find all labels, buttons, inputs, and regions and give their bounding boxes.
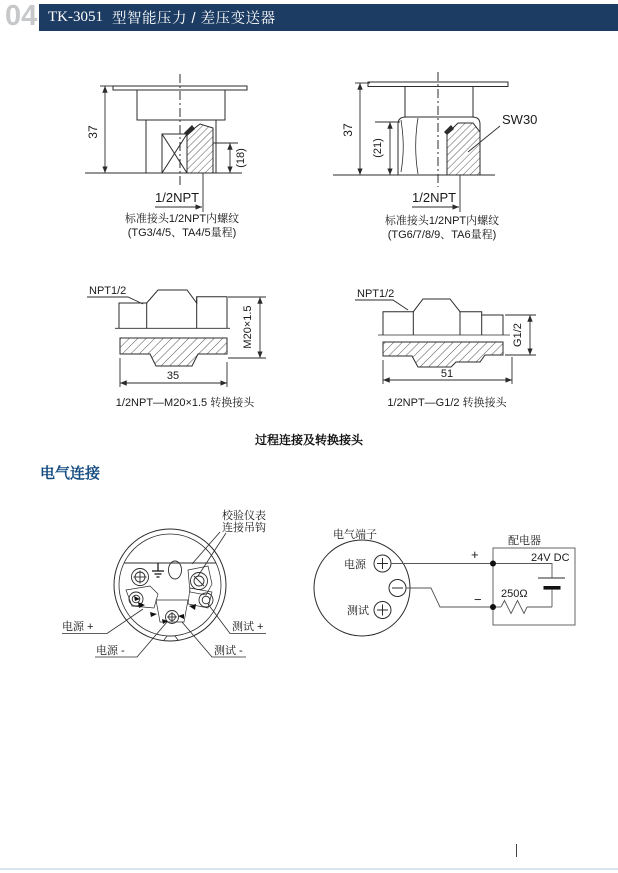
page-number: 04: [5, 0, 38, 32]
dim-length-label: 35: [166, 370, 180, 382]
wrench-size-label: SW30: [502, 112, 538, 127]
battery-symbol: [538, 578, 565, 590]
power-minus-label: 电源 -: [96, 645, 125, 657]
test-plus-label: 测试 +: [232, 621, 264, 633]
plus-sign: +: [471, 547, 479, 562]
footer-line: [0, 868, 618, 870]
resistor-symbol: [501, 601, 527, 614]
test-plus-terminal: [374, 602, 391, 619]
test-minus-label: 测试 -: [214, 645, 243, 657]
terminal-circle: [314, 540, 410, 636]
junction-dot: [490, 604, 496, 610]
dim-height-label: 37: [341, 123, 355, 137]
label-leaders: [62, 532, 266, 657]
dim-height-label: 37: [86, 125, 100, 139]
thread-label: 1/2NPT: [412, 190, 457, 205]
drawing-caption-line2: (TG6/7/8/9、TA6量程): [387, 229, 497, 241]
electrical-section-heading: 电气连接: [40, 465, 101, 482]
test-label: 测试: [347, 605, 369, 617]
wiring-diagram: [300, 500, 600, 680]
drawing-adapter-g12: [330, 270, 550, 420]
thread-label: 1/2NPT: [155, 190, 200, 205]
supply-label: 24V DC: [531, 552, 570, 564]
adapter-outline: [378, 299, 510, 367]
screw-icon: [132, 569, 149, 586]
terminals-label: 电气端子: [333, 529, 377, 541]
distributor-label: 配电器: [508, 535, 541, 547]
drawing-caption-line2: (TG3/4/5、TA4/5量程): [127, 227, 237, 239]
resistor-label: 250Ω: [501, 588, 528, 600]
thread-label: NPT1/2: [357, 288, 395, 300]
dim-thread-label: M20×1.5: [242, 305, 254, 349]
connector-outline: [333, 72, 508, 187]
dim-thread-label: G1/2: [512, 323, 524, 347]
minus-sign: −: [474, 592, 482, 607]
dim-depth-label: (21): [372, 138, 384, 158]
drawing-caption-line1: 标准接头1/2NPT内螺纹: [124, 213, 240, 225]
drawing-standard-connector-large-range: [330, 60, 580, 250]
power-label: 电源: [344, 559, 366, 571]
dim-depth-label: (18): [235, 148, 247, 168]
thread-label: NPT1/2: [89, 285, 127, 297]
drawing-standard-connector-small-range: [70, 60, 300, 250]
adapter-outline: [115, 290, 230, 366]
page-title: 型智能压力 / 差压变送器: [112, 11, 276, 27]
drawing-caption-line1: 标准接头1/2NPT内螺纹: [384, 215, 500, 227]
drawing-caption: 1/2NPT—G1/2 转换接头: [387, 397, 507, 409]
power-plus-label: 电源 +: [62, 621, 94, 633]
housing-outline: [114, 529, 226, 641]
hook-label-line2: 连接吊钩: [222, 522, 266, 534]
process-connection-caption: 过程连接及转换接头: [254, 433, 363, 447]
page-header-bar: [39, 4, 618, 31]
screw-icons: [129, 561, 213, 624]
dim-length-label: 51: [440, 368, 454, 380]
drawing-adapter-m20: [70, 270, 290, 420]
junction-dot: [490, 561, 496, 567]
terminal-compartment-diagram: [50, 500, 300, 680]
hook-label-line1: 校验仪表: [222, 510, 266, 522]
cable-hole: [169, 561, 182, 579]
plus-terminal: [374, 555, 391, 572]
stray-mark: [516, 844, 517, 857]
product-model: TK-3051: [48, 9, 103, 25]
screw-icon: [166, 611, 179, 624]
connector-outline: [85, 74, 247, 186]
ground-icon: [152, 563, 164, 577]
minus-terminal: [389, 580, 406, 597]
drawing-caption: 1/2NPT—M20×1.5 转换接头: [115, 397, 255, 409]
